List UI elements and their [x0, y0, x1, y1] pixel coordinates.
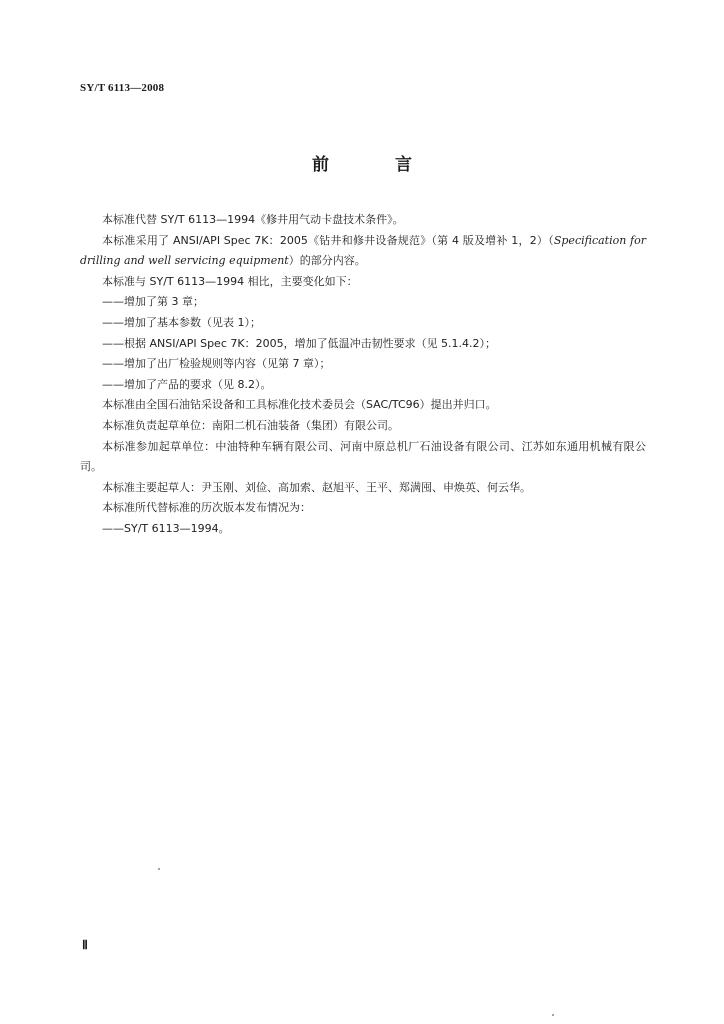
- paragraph-participating-units: 本标准参加起草单位：中油特种车辆有限公司、河南中原总机厂石油设备有限公司、江苏如东通用机械有限公司。: [80, 439, 646, 474]
- list-item-change-2: ——增加了基本参数（见表 1）；: [102, 315, 261, 329]
- paragraph-adopts-text-1: 本标准采用了 ANSI/API Spec 7K：2005《钻井和修井设备规范》（第 4 版及增补 1，2）（: [102, 233, 554, 247]
- paragraph-drafting-unit: 本标准负责起草单位：南阳二机石油装备（集团）有限公司。: [102, 418, 399, 432]
- list-item-change-5: ——增加了产品的要求（见 8.2）。: [102, 377, 272, 391]
- paragraph-history-intro: 本标准所代替标准的历次版本发布情况为：: [102, 501, 311, 515]
- paragraph-adopts-english-title: Specification for drilling and well servicing equipment: [80, 233, 646, 268]
- page-number: Ⅱ: [82, 938, 88, 952]
- scan-speck: [552, 1014, 554, 1016]
- paragraph-drafters: 本标准主要起草人：尹玉刚、刘俭、高加索、赵旭平、王平、郑满囤、申焕英、何云华。: [102, 480, 531, 494]
- paragraph-adopts: [80, 231, 646, 272]
- list-item-change-1: ——增加了第 3 章；: [102, 295, 204, 309]
- paragraph-proposed-by: 本标准由全国石油钻采设备和工具标准化技术委员会（SAC/TC96）提出并归口。: [102, 398, 497, 412]
- list-item-history-1: ——SY/T 6113—1994。: [102, 521, 230, 535]
- list-item-change-4: ——增加了出厂检验规则等内容（见第 7 章）；: [102, 357, 331, 371]
- standard-code: SY/T 6113—2008: [80, 82, 165, 94]
- paragraph-replaces: 本标准代替 SY/T 6113—1994《修井用气动卡盘技术条件》。: [102, 213, 404, 226]
- paragraph-changes-intro: 本标准与 SY/T 6113—1994 相比，主要变化如下：: [102, 274, 358, 288]
- foreword-body: [80, 210, 646, 540]
- page-title: 前 言: [312, 155, 442, 175]
- scan-speck: [158, 868, 160, 870]
- paragraph-adopts-text-2: ）的部分内容。: [288, 254, 366, 268]
- list-item-change-3: ——根据 ANSI/API Spec 7K：2005，增加了低温冲击韧性要求（见 5.1.4.2）；: [102, 336, 497, 350]
